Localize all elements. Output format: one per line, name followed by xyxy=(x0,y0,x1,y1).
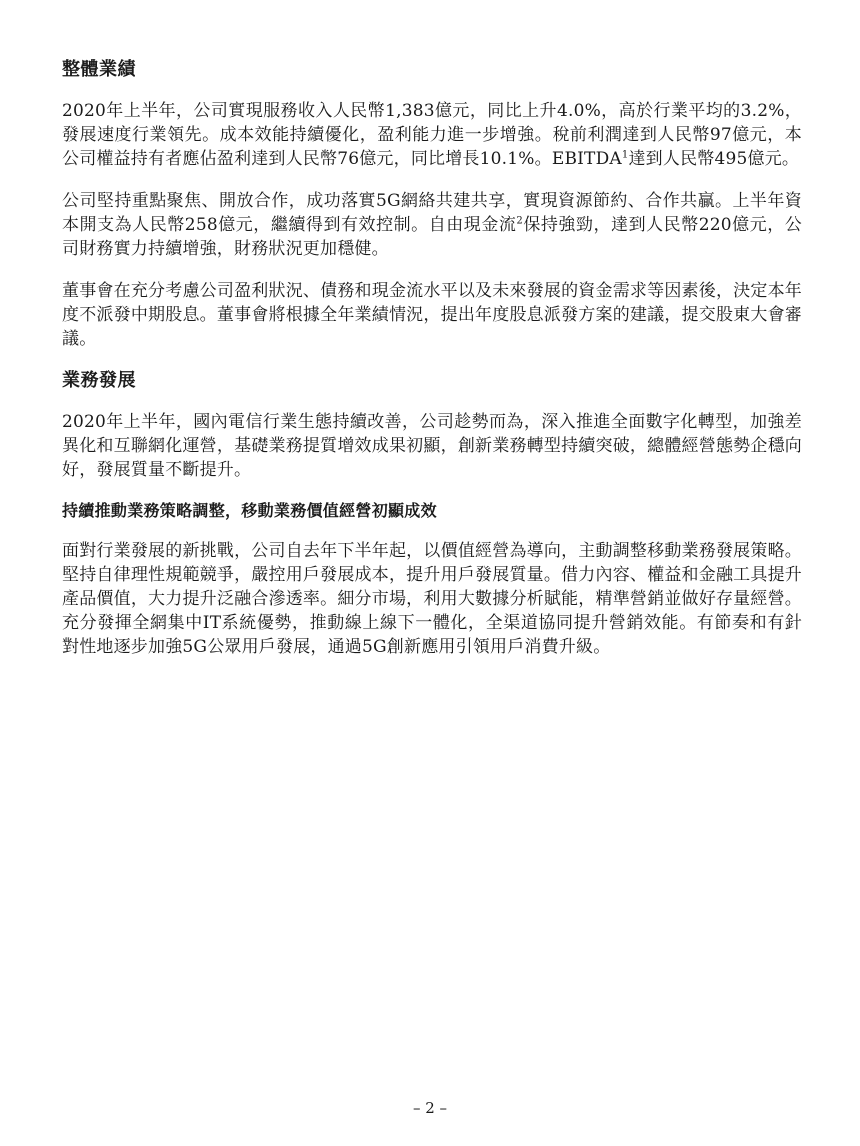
paragraph-text: 公司堅持重點聚焦、開放合作，成功落實5G網絡共建共享，實現資源節約、合作共贏。上半年資本開支為人民幣258億元，繼續得到有效控制。自由現金流 xyxy=(62,191,802,235)
document-page xyxy=(62,58,802,677)
paragraph-business-overview: 2020年上半年，國內電信行業生態持續改善，公司趁勢而為，深入推進全面數字化轉型，加強差異化和互聯網化運營，基礎業務提質增效成果初顯，創新業務轉型持續突破，總體經營態勢企穩向好，發展質量不斷提升。 xyxy=(62,412,802,480)
paragraph-mobile-strategy: 面對行業發展的新挑戰，公司自去年下半年起，以價值經營為導向，主動調整移動業務發展策略。堅持自律理性規範競爭，嚴控用戶發展成本，提升用戶發展質量。借力內容、權益和金融工具提升產品價值，大力提升泛融合滲透率。細分市場，利用大數據分析賦能，精準營銷並做好存量經營。充分發揮全網集中IT系統優勢，推動線上線下一體化，全渠道協同提升營銷效能。有節奏和有針對性地逐步加強5G公眾用戶發展，通過5G創新應用引領用戶消費升級。 xyxy=(62,541,802,657)
paragraph-capex-cashflow xyxy=(62,189,802,261)
page-number: – 2 – xyxy=(412,1099,448,1117)
section-heading-business-development: 業務發展 xyxy=(62,370,136,391)
ebitda-label: EBITDA xyxy=(551,149,622,169)
footnote-marker-2: 2 xyxy=(516,215,523,227)
footnote-marker-1: 1 xyxy=(621,149,629,161)
paragraph-text-continued: 保持強勁，達到人民幣220億元，公司財務實力持續增強，財務狀況更加穩健。 xyxy=(62,215,802,259)
paragraph-text: 2020年上半年，公司實現服務收入人民幣1,383億元，同比上升4.0%，高於行業平均的3.2%，發展速度行業領先。成本效能持續優化，盈利能力進一步增強。稅前利潤達到人民幣97億元，本公司權益持有者應佔盈利達到人民幣76億元，同比增長10.1%。 xyxy=(62,101,802,169)
section-heading-overall-results: 整體業績 xyxy=(62,59,136,80)
ebitda-text: 達到人民幣495億元。 xyxy=(628,149,800,169)
paragraph-dividend: 董事會在充分考慮公司盈利狀況、債務和現金流水平以及未來發展的資金需求等因素後，決定本年度不派發中期股息。董事會將根據全年業績情況，提出年度股息派發方案的建議，提交股東大會審議。 xyxy=(62,281,802,349)
subsection-heading-mobile-strategy: 持續推動業務策略調整，移動業務價值經營初顯成效 xyxy=(62,501,437,520)
paragraph-results-summary xyxy=(62,99,802,171)
